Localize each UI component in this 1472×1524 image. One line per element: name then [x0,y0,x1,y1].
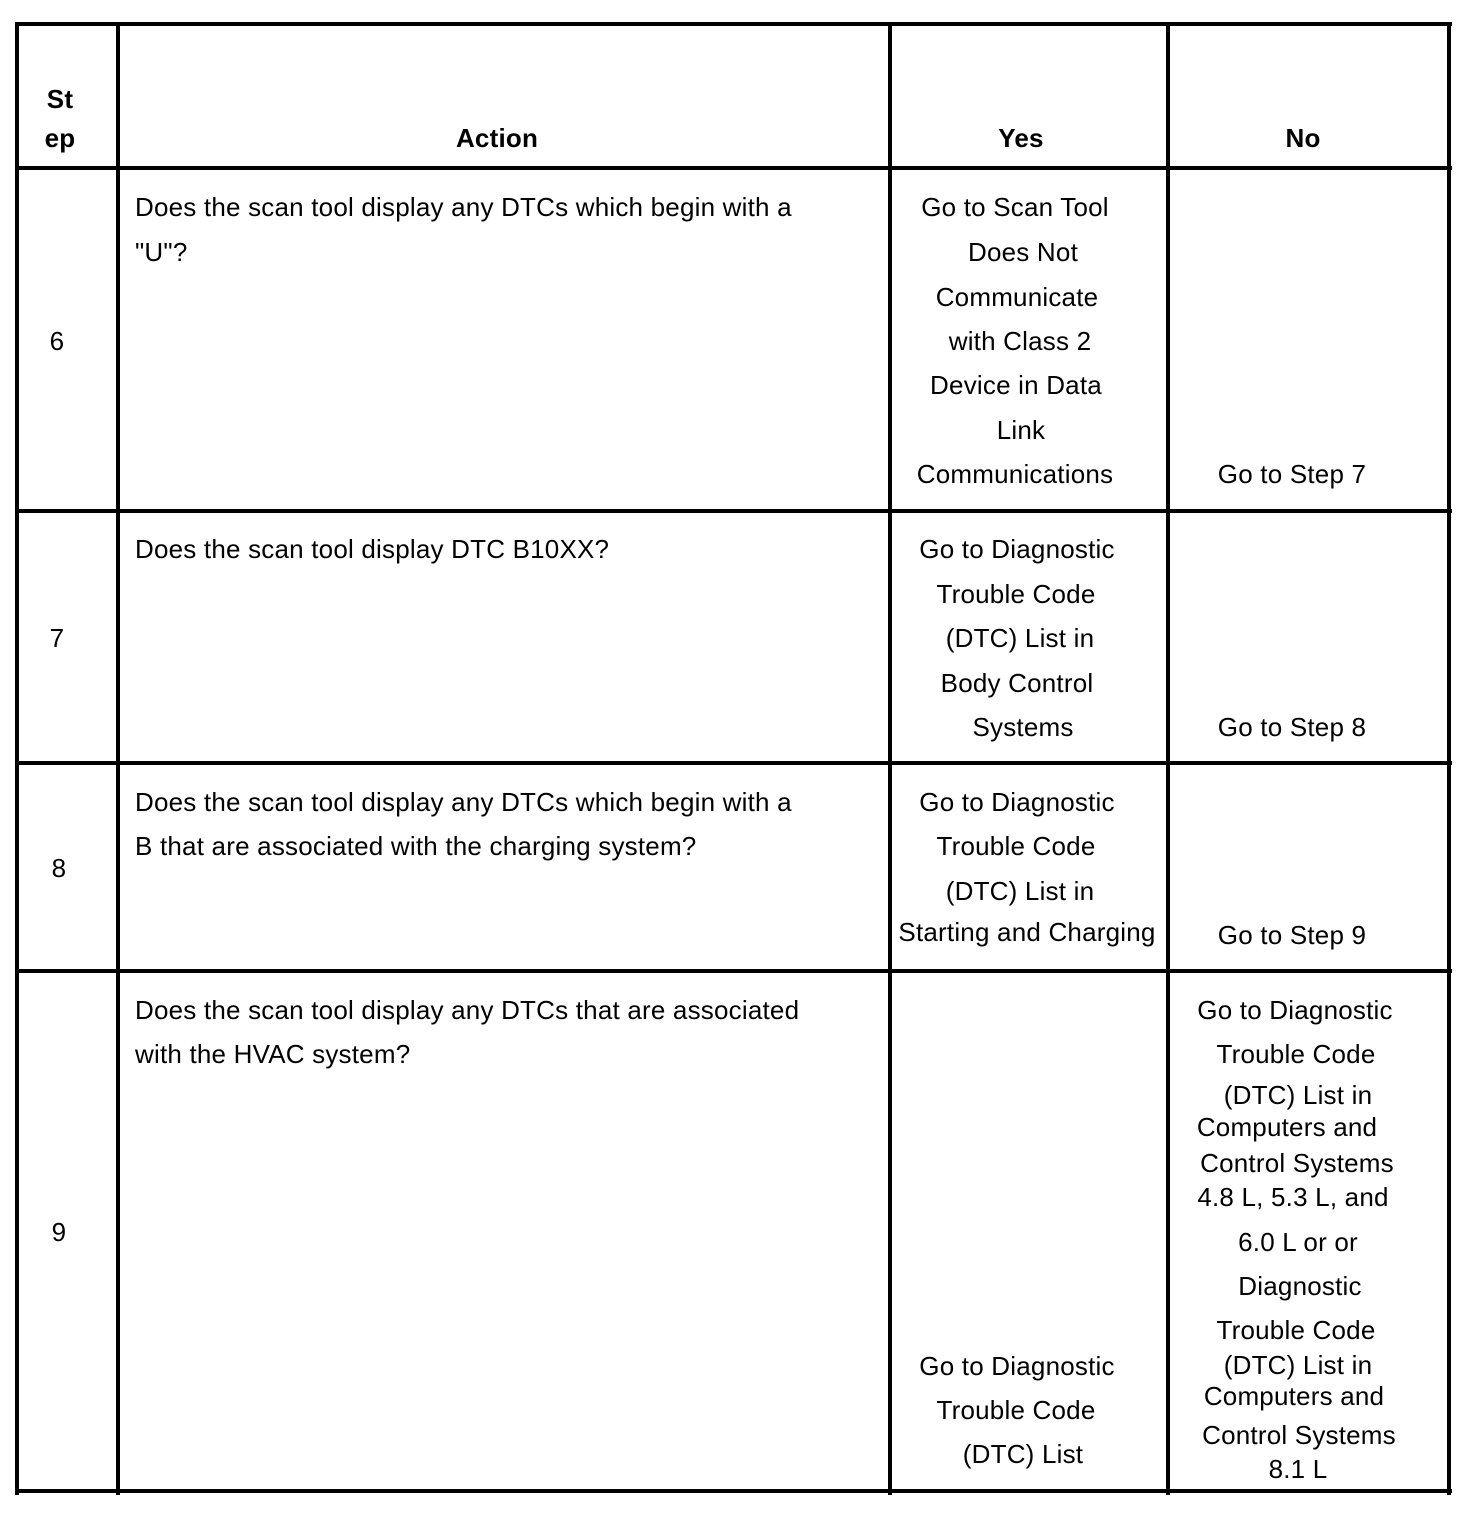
row-9-no-line-3: (DTC) List in [1223,1080,1373,1110]
row-9-yes-line-1: Go to Diagnostic [919,1351,1115,1381]
row-9-no-line-6: 4.8 L, 5.3 L, and [1197,1182,1389,1212]
row-9-action-line-2: with the HVAC system? [135,1039,411,1069]
header-step-line-2: ep [44,123,76,153]
row-9-no-line-11: Computers and [1203,1381,1385,1411]
row-9-no-line-4: Computers and [1196,1112,1378,1142]
row-6-no-line-1: Go to Step 7 [1217,459,1367,489]
table-bottom-border [15,1489,1452,1493]
row-8-yes-line-1: Go to Diagnostic [919,787,1115,817]
row-6-yes-line-1: Go to Scan Tool [921,192,1109,222]
row-9-no-line-8: Diagnostic [1238,1271,1362,1301]
row-7-yes-line-3: (DTC) List in [945,623,1095,653]
row-8-action-line-2: B that are associated with the charging system? [135,831,697,861]
row-9-yes-line-2: Trouble Code [936,1395,1096,1425]
row-9-no-line-10: (DTC) List in [1223,1350,1373,1380]
row-9-no-line-12: Control Systems [1202,1420,1396,1450]
row-7-action-line-1: Does the scan tool display DTC B10XX? [135,534,610,564]
row-6-yes-line-4: with Class 2 [948,326,1092,356]
header-yes: Yes [998,123,1044,153]
header-action: Action [455,123,539,153]
action-yes-divider [888,22,892,1495]
row-9-no-line-2: Trouble Code [1216,1039,1376,1069]
row-9-step: 9 [51,1217,67,1247]
row-9-no-line-1: Go to Diagnostic [1197,995,1393,1025]
row-6-step: 6 [49,326,65,356]
row-9-no-line-9: Trouble Code [1216,1315,1376,1345]
row-7-yes-line-5: Systems [972,712,1074,742]
row-7-bottom-border [15,761,1452,765]
row-6-yes-line-2: Does Not [968,237,1078,267]
row-9-no-line-5: Control Systems [1200,1148,1394,1178]
row-7-no-line-1: Go to Step 8 [1217,712,1367,742]
row-9-no-line-13: 8.1 L [1268,1454,1328,1484]
row-6-action-line-2: "U"? [135,237,188,267]
step-action-divider [116,22,120,1495]
row-8-yes-line-4: Starting and Charging [898,917,1156,947]
row-6-action-line-1: Does the scan tool display any DTCs which begin with a [135,192,792,222]
row-7-step: 7 [49,623,65,653]
yes-no-divider [1166,22,1170,1495]
row-6-yes-line-7: Communications [916,459,1114,489]
table-top-border [15,22,1452,26]
header-step-line-1: St [46,84,74,114]
row-8-step: 8 [51,853,67,883]
row-6-bottom-border [15,509,1452,513]
row-7-yes-line-2: Trouble Code [936,579,1096,609]
row-7-yes-line-4: Body Control [940,668,1094,698]
row-9-yes-line-3: (DTC) List [962,1439,1084,1469]
table-right-border [1447,22,1451,1495]
row-8-bottom-border [15,969,1452,973]
row-8-yes-line-2: Trouble Code [936,831,1096,861]
row-6-yes-line-6: Link [996,415,1046,445]
row-8-yes-line-3: (DTC) List in [945,876,1095,906]
row-9-action-line-1: Does the scan tool display any DTCs that are associated [135,995,800,1025]
row-6-yes-line-3: Communicate [935,282,1099,312]
row-6-yes-line-5: Device in Data [930,370,1102,400]
row-8-no-line-1: Go to Step 9 [1217,920,1367,950]
row-7-yes-line-1: Go to Diagnostic [919,534,1115,564]
header-bottom-border [15,166,1452,170]
table-left-border [15,22,19,1495]
header-no: No [1285,123,1321,153]
row-8-action-line-1: Does the scan tool display any DTCs which begin with a [135,787,792,817]
row-9-no-line-7: 6.0 L or or [1238,1227,1358,1257]
